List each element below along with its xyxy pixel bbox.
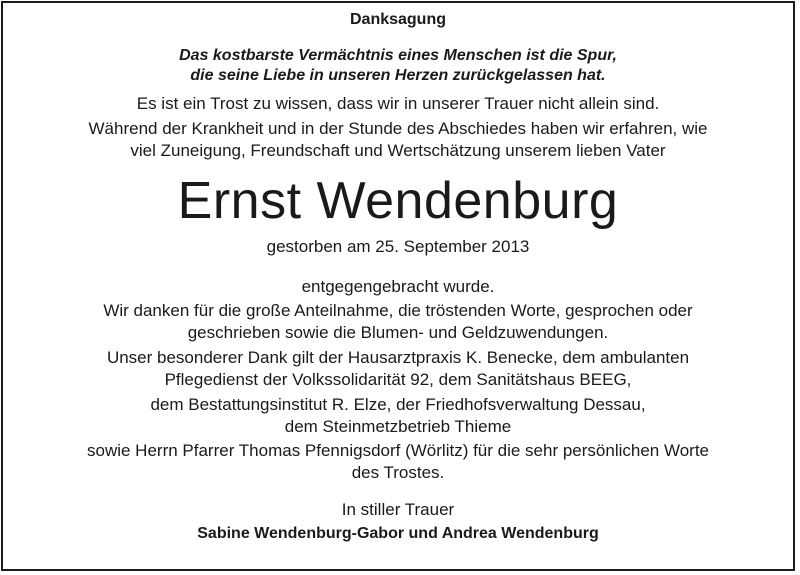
signature: Sabine Wendenburg-Gabor und Andrea Wendenburg bbox=[197, 525, 599, 542]
date-of-death: gestorben am 25. September 2013 bbox=[266, 237, 530, 256]
thanks-line-9: des Trostes. bbox=[351, 463, 445, 482]
obituary-notice bbox=[1, 1, 795, 571]
intro-line-1: Es ist ein Trost zu wissen, dass wir in unserer Trauer nicht allein sind. bbox=[136, 94, 660, 113]
thanks-line-1: entgegengebracht wurde. bbox=[301, 277, 495, 296]
quote-line-1: Das kostbarste Vermächtnis eines Menschen ist die Spur, bbox=[179, 47, 617, 64]
thanks-line-3: geschrieben sowie die Blumen- und Geldzuwendungen. bbox=[187, 323, 609, 342]
thanks-line-7: dem Steinmetzbetrieb Thieme bbox=[284, 417, 512, 436]
heading: Danksagung bbox=[349, 11, 446, 28]
quote-line-2: die seine Liebe in unseren Herzen zurückgelassen hat. bbox=[190, 67, 606, 84]
thanks-line-2: Wir danken für die große Anteilnahme, die tröstenden Worte, gesprochen oder bbox=[103, 301, 693, 320]
thanks-line-6: dem Bestattungsinstitut R. Elze, der Friedhofsverwaltung Dessau, bbox=[150, 395, 646, 414]
thanks-line-8: sowie Herrn Pfarrer Thomas Pfennigsdorf (Wörlitz) für die sehr persönlichen Worte bbox=[87, 441, 709, 460]
deceased-name: Ernst Wendenburg bbox=[177, 172, 619, 230]
intro-line-3: viel Zuneigung, Freundschaft und Wertschätzung unserem lieben Vater bbox=[130, 141, 666, 160]
intro-line-2: Während der Krankheit und in der Stunde des Abschiedes haben wir erfahren, wie bbox=[88, 119, 708, 138]
thanks-line-5: Pflegedienst der Volkssolidarität 92, dem Sanitätshaus BEEG, bbox=[164, 370, 632, 389]
closing-phrase: In stiller Trauer bbox=[341, 500, 455, 519]
thanks-line-4: Unser besonderer Dank gilt der Hausarztpraxis K. Benecke, dem ambulanten bbox=[106, 348, 690, 367]
